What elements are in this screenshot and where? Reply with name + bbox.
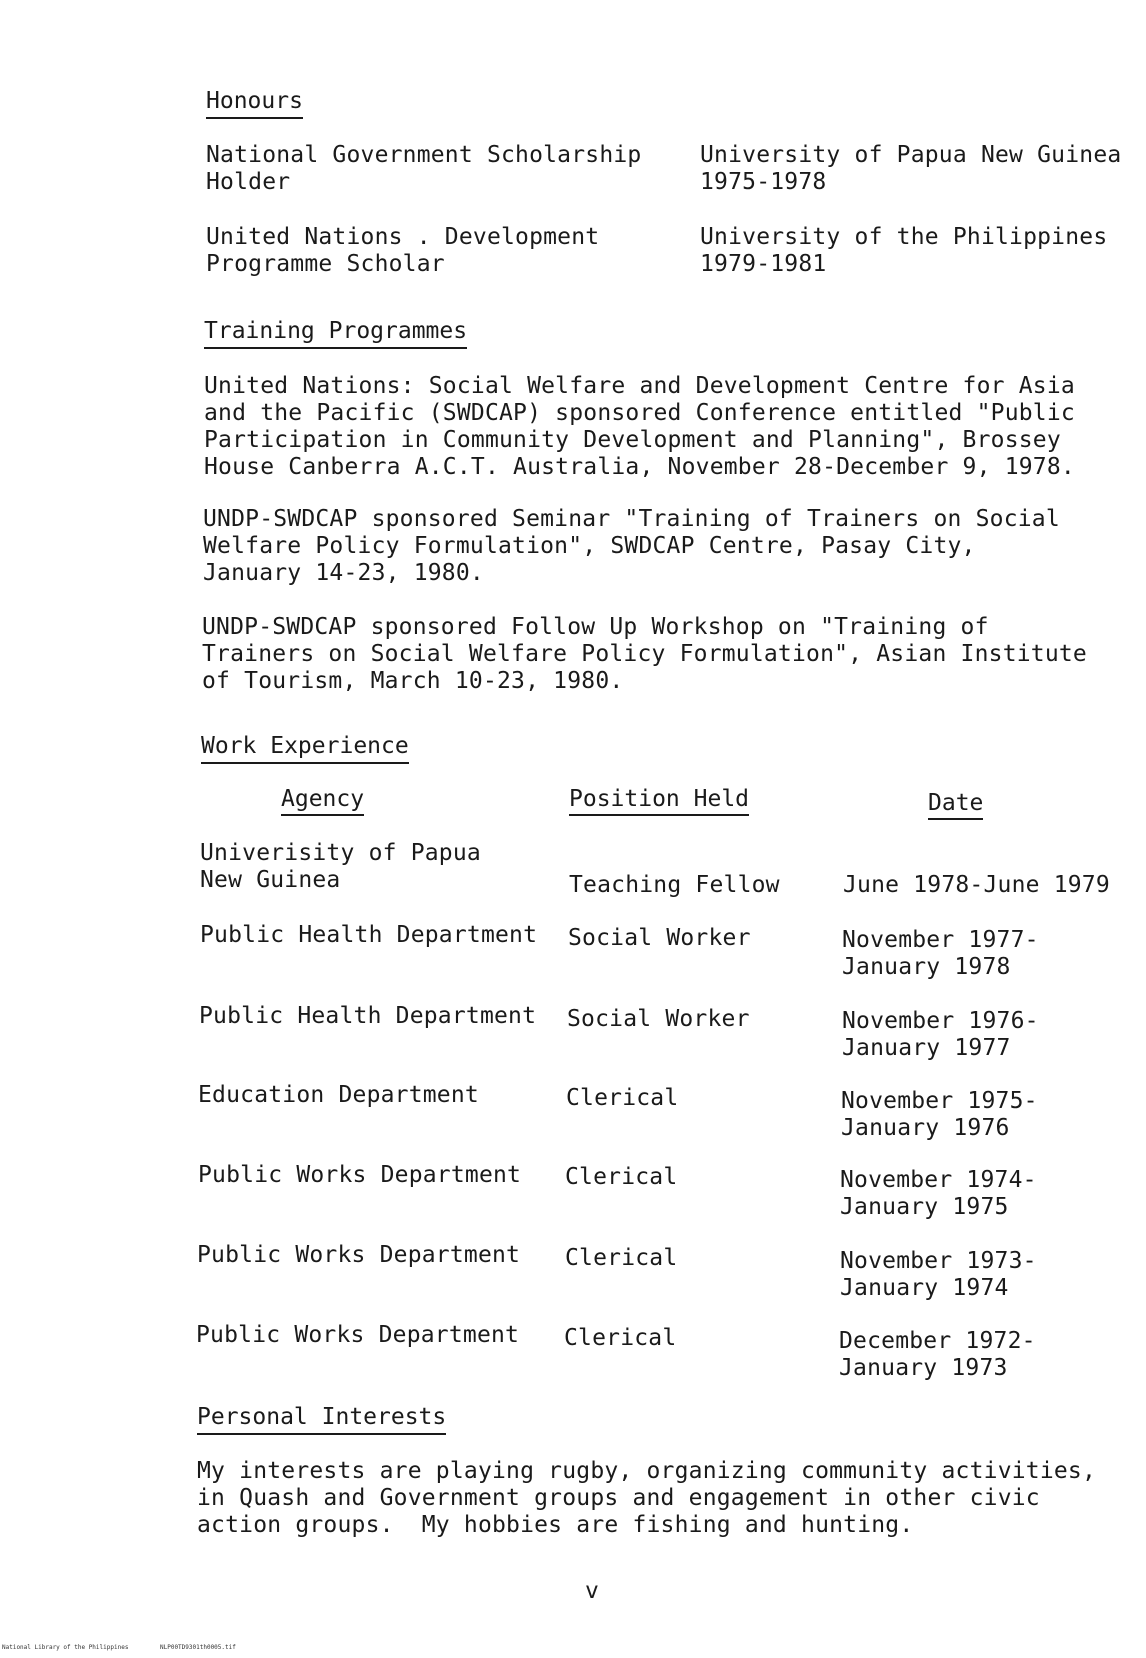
work-row-2-date-line2: January 1978 [842,954,1011,980]
honour-1-institution: University of Papua New Guinea [700,142,1122,168]
column-header-agency: Agency [281,786,364,816]
scan-footer-filename: NLP00TD9301th0005.tif [160,1644,236,1651]
work-row-6-date-line2: January 1974 [840,1275,1009,1301]
work-row-5-date-line1: November 1974- [840,1167,1037,1193]
honour-2-years: 1979-1981 [700,251,827,277]
work-row-1-agency-line2: New Guinea [200,867,341,893]
work-row-5-position: Clerical [565,1164,678,1190]
work-row-2-date-line1: November 1977- [842,927,1039,953]
work-row-3-agency: Public Health Department [199,1003,537,1029]
work-row-4-date-line2: January 1976 [841,1115,1010,1141]
scan-footer-library: National Library of the Philippines [2,1644,129,1651]
interests-heading: Personal Interests [197,1404,446,1435]
work-row-6-position: Clerical [565,1245,678,1271]
work-row-7-date-line2: January 1973 [839,1355,1008,1381]
work-row-5-agency: Public Works Department [198,1162,522,1188]
work-row-7-position: Clerical [564,1325,677,1351]
work-heading: Work Experience [201,733,409,764]
work-row-3-date-line1: November 1976- [842,1008,1039,1034]
work-row-5-date-line2: January 1975 [840,1194,1009,1220]
work-row-2-position: Social Worker [568,925,751,951]
honour-2-institution: University of the Philippines [700,224,1108,250]
work-row-6-date-line1: November 1973- [840,1248,1037,1274]
column-header-position: Position Held [569,786,749,816]
training-heading: Training Programmes [204,318,467,349]
work-row-1-position: Teaching Fellow [569,872,780,898]
training-paragraph-2: UNDP-SWDCAP sponsored Seminar "Training of Trainers on Social Welfare Policy Formulation", SWDCAP Centre, Pasay City, January 14-23, 1980. [203,506,1060,586]
honour-1-title-line1: National Government Scholarship [206,142,642,168]
honours-heading: Honours [206,88,303,119]
honour-1-title-line2: Holder [206,169,291,195]
work-row-3-date-line2: January 1977 [842,1035,1011,1061]
training-paragraph-3: UNDP-SWDCAP sponsored Follow Up Workshop on "Training of Trainers on Social Welfare Policy Formulation", Asian Institute of Tourism, March 10-23, 1980. [202,614,1087,694]
work-row-7-date-line1: December 1972- [839,1328,1036,1354]
work-row-1-date-line1: June 1978-June 1979 [843,872,1110,898]
honour-2-title-line1: United Nations . Development [206,224,600,250]
column-header-date: Date [928,790,983,820]
page-number: v [585,1578,600,1604]
work-row-6-agency: Public Works Department [197,1242,521,1268]
interests-line-2: in Quash and Government groups and engagement in other civic [197,1485,1040,1511]
work-row-7-agency: Public Works Department [196,1322,520,1348]
honour-2-title-line2: Programme Scholar [206,251,445,277]
work-row-4-agency: Education Department [198,1082,479,1108]
work-row-4-date-line1: November 1975- [841,1088,1038,1114]
interests-line-3: action groups. My hobbies are fishing and hunting. [197,1512,914,1538]
honour-1-years: 1975-1978 [700,169,827,195]
work-row-1-agency-line1: Univerisity of Papua [200,840,481,866]
work-row-3-position: Social Worker [567,1006,750,1032]
work-row-4-position: Clerical [566,1085,679,1111]
interests-line-1: My interests are playing rugby, organizing community activities, [197,1458,1097,1484]
work-row-2-agency: Public Health Department [200,922,538,948]
training-paragraph-1: United Nations: Social Welfare and Development Centre for Asia and the Pacific (SWDCAP) sponsored Conference entitled "Public Participation in Community Development and Planning", Brossey House Canberra A.C.T. Australia, November 28-December 9, 1978. [204,373,1075,480]
